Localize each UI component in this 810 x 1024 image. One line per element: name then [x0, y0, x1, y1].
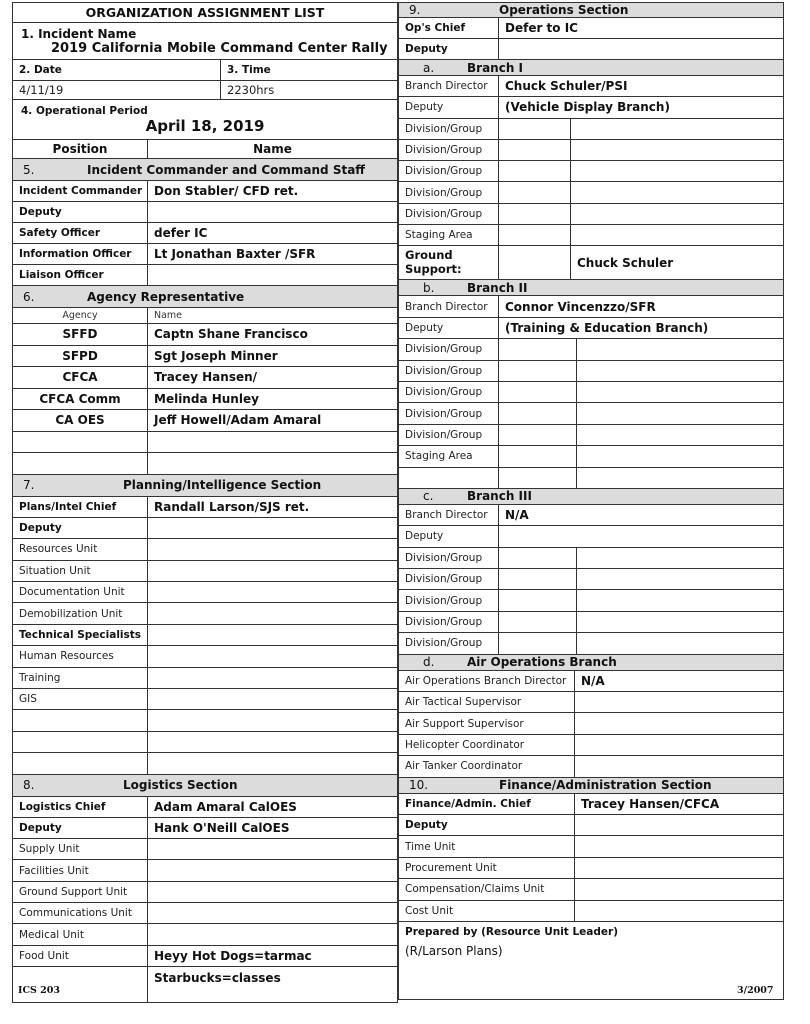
- table-row: [398, 735, 784, 756]
- position-header: Position: [13, 140, 148, 158]
- planning-section-number: 7.: [23, 478, 35, 492]
- name-field[interactable]: [148, 603, 397, 623]
- op-period-block: [12, 100, 398, 140]
- right-column: [398, 2, 784, 1000]
- division-name-field[interactable]: [577, 548, 783, 568]
- position-label: Human Resources: [13, 646, 148, 666]
- staging-label: Staging Area: [399, 225, 499, 245]
- air-position-label: Air Tanker Coordinator: [399, 756, 575, 776]
- date-label: 2. Date: [13, 60, 221, 80]
- agency-field[interactable]: CFCA Comm: [13, 389, 148, 410]
- table-row: [398, 161, 784, 182]
- air-position-label: Helicopter Coordinator: [399, 735, 575, 755]
- division-field[interactable]: [499, 548, 577, 568]
- position-label: Supply Unit: [13, 839, 148, 859]
- name-field[interactable]: defer IC: [154, 226, 208, 240]
- division-label: Division/Group: [399, 633, 499, 653]
- agency-section-header: [12, 286, 398, 308]
- name-field[interactable]: [575, 879, 783, 899]
- ops-chief-label: Op's Chief: [399, 18, 499, 38]
- agency-section-number: 6.: [23, 289, 35, 304]
- agency-field[interactable]: [13, 453, 148, 474]
- table-row: [12, 967, 398, 1003]
- table-row: [12, 324, 398, 346]
- air-ops-title: Air Operations Branch: [467, 655, 617, 670]
- position-label: Documentation Unit: [13, 582, 148, 602]
- branch2-number: b.: [423, 280, 435, 295]
- table-row: [12, 389, 398, 411]
- division-label: Division/Group: [399, 590, 499, 610]
- position-label: [13, 753, 148, 773]
- table-row: [12, 453, 398, 475]
- logistics-rows: [12, 797, 398, 1003]
- name-field[interactable]: Starbucks=classes: [154, 970, 281, 985]
- name-field[interactable]: [148, 689, 397, 709]
- division-name-field[interactable]: [577, 425, 783, 445]
- name-field[interactable]: [148, 582, 397, 602]
- finance-position-label: Procurement Unit: [399, 858, 575, 878]
- name-field[interactable]: [148, 265, 397, 285]
- date-time-label-row: [12, 60, 398, 81]
- position-label: Situation Unit: [13, 561, 148, 581]
- table-row: [398, 446, 784, 467]
- division-name-field[interactable]: [577, 569, 783, 589]
- table-row: [398, 468, 784, 489]
- table-row: [12, 689, 398, 710]
- name-field[interactable]: [148, 753, 397, 773]
- name-field[interactable]: Randall Larson/SJS ret.: [154, 499, 310, 514]
- branch1-deputy-label: Deputy: [399, 97, 499, 117]
- position-label: Demobilization Unit: [13, 603, 148, 623]
- table-row: [12, 265, 398, 286]
- table-row: [398, 39, 784, 60]
- branch1-number: a.: [423, 60, 435, 75]
- form-title: ORGANIZATION ASSIGNMENT LIST: [85, 5, 325, 20]
- table-row: [12, 924, 398, 945]
- staging-name-field[interactable]: [577, 446, 783, 466]
- table-row: [398, 713, 784, 734]
- agency-field[interactable]: SFFD: [13, 324, 148, 345]
- name-field[interactable]: Tracey Hansen/CFCA: [581, 796, 720, 811]
- position-label: GIS: [13, 689, 148, 709]
- table-row: [398, 361, 784, 382]
- name-field[interactable]: Tracey Hansen/: [154, 370, 258, 385]
- table-row: [12, 561, 398, 582]
- table-row: [398, 18, 784, 39]
- table-row: [12, 518, 398, 539]
- finance-position-label: Time Unit: [399, 836, 575, 856]
- table-row: [398, 182, 784, 203]
- finance-section-header: [398, 778, 784, 794]
- ops-chief-field[interactable]: Defer to IC: [505, 21, 578, 35]
- division-name-field[interactable]: [571, 119, 783, 139]
- agency-field[interactable]: CA OES: [13, 410, 148, 431]
- division-field[interactable]: [499, 569, 577, 589]
- name-field[interactable]: N/A: [581, 673, 605, 688]
- position-label: Ground Support Unit: [13, 882, 148, 902]
- position-label: Food Unit: [13, 946, 148, 966]
- division-label: Division/Group: [399, 140, 499, 160]
- command-section-header: [12, 159, 398, 181]
- left-column: [12, 2, 398, 1003]
- division-field[interactable]: [499, 403, 577, 423]
- table-row: [12, 668, 398, 689]
- table-row: [398, 425, 784, 446]
- name-field[interactable]: Sgt Joseph Minner: [154, 348, 278, 363]
- division-label: Division/Group: [399, 361, 499, 381]
- division-name-field[interactable]: [571, 161, 783, 181]
- finance-position-label: Compensation/Claims Unit: [399, 879, 575, 899]
- division-field[interactable]: [499, 182, 571, 202]
- command-section-number: 5.: [23, 162, 35, 177]
- division-label: Division/Group: [399, 182, 499, 202]
- table-row: [12, 244, 398, 265]
- ground-support-label: Ground Support:: [399, 246, 499, 279]
- ground-support-field[interactable]: [499, 246, 571, 279]
- name-field[interactable]: [575, 713, 783, 733]
- branch1-director-field[interactable]: Chuck Schuler/PSI: [505, 79, 628, 94]
- name-field[interactable]: [575, 756, 783, 776]
- table-row: [12, 860, 398, 881]
- name-field[interactable]: [148, 732, 397, 752]
- staging-label: Staging Area: [399, 446, 499, 466]
- position-label: Technical Specialists: [13, 625, 148, 645]
- agency-subheader: [12, 308, 398, 324]
- table-row: [398, 794, 784, 815]
- position-label: Information Officer: [13, 244, 148, 264]
- division-name-field[interactable]: [577, 403, 783, 423]
- agency-field[interactable]: CFCA: [13, 367, 148, 388]
- name-field[interactable]: [148, 202, 397, 222]
- branch2-deputy-label: Deputy: [399, 318, 499, 338]
- blank-field[interactable]: [499, 468, 577, 488]
- table-row: [12, 603, 398, 624]
- division-field[interactable]: [499, 161, 571, 181]
- operations-section-title: Operations Section: [499, 3, 629, 17]
- name-field[interactable]: [148, 860, 397, 880]
- table-row: [12, 432, 398, 454]
- division-name-field[interactable]: [577, 361, 783, 381]
- position-name-header: [12, 140, 398, 159]
- table-row: [398, 836, 784, 857]
- table-row: [398, 901, 784, 922]
- air-ops-header: [398, 655, 784, 671]
- position-label: Liaison Officer: [13, 265, 148, 285]
- table-row: [398, 858, 784, 879]
- name-field[interactable]: Heyy Hot Dogs=tarmac: [154, 948, 312, 963]
- incident-name-block: [12, 23, 398, 60]
- table-row: [398, 97, 784, 118]
- name-field[interactable]: [575, 735, 783, 755]
- prepared-by-label: Prepared by (Resource Unit Leader): [405, 925, 618, 938]
- position-label: Deputy: [13, 202, 148, 222]
- division-name-field[interactable]: [577, 590, 783, 610]
- table-row: [398, 526, 784, 547]
- division-name-field[interactable]: [577, 633, 783, 653]
- branch3-title: Branch III: [467, 489, 532, 504]
- table-row: [12, 946, 398, 967]
- division-name-field[interactable]: [571, 182, 783, 202]
- table-row: [398, 692, 784, 713]
- agency-section-title: Agency Representative: [87, 289, 245, 304]
- name-field[interactable]: [575, 901, 783, 921]
- table-row: [398, 756, 784, 777]
- table-row: [398, 633, 784, 654]
- table-row: [12, 582, 398, 603]
- command-section-title: Incident Commander and Command Staff: [87, 162, 366, 177]
- position-label: Medical Unit: [13, 924, 148, 944]
- position-label: Deputy: [13, 518, 148, 538]
- air-ops-number: d.: [423, 655, 435, 670]
- name-field[interactable]: [575, 836, 783, 856]
- name-field[interactable]: Lt Jonathan Baxter /SFR: [154, 247, 316, 261]
- division-label: Division/Group: [399, 119, 499, 139]
- name-field[interactable]: [148, 839, 397, 859]
- table-row: [12, 797, 398, 818]
- division-field[interactable]: [499, 339, 577, 359]
- division-field[interactable]: [499, 425, 577, 445]
- name-field[interactable]: Jeff Howell/Adam Amaral: [154, 413, 322, 428]
- name-field[interactable]: Adam Amaral CalOES: [154, 799, 297, 814]
- table-row: [398, 569, 784, 590]
- name-field[interactable]: [148, 539, 397, 559]
- branch3-header: [398, 489, 784, 505]
- division-field[interactable]: [499, 361, 577, 381]
- branch2-director-field[interactable]: Connor Vincenzzo/SFR: [505, 299, 656, 314]
- name-field[interactable]: [148, 668, 397, 688]
- table-row: [398, 76, 784, 97]
- position-label: Training: [13, 668, 148, 688]
- name-field[interactable]: [148, 903, 397, 923]
- branch2-header: [398, 280, 784, 296]
- table-row: [12, 410, 398, 432]
- position-label: [13, 732, 148, 752]
- name-field[interactable]: [575, 858, 783, 878]
- position-label: Communications Unit: [13, 903, 148, 923]
- table-row: [398, 505, 784, 526]
- name-field[interactable]: [575, 815, 783, 835]
- branch1-deputy-field[interactable]: (Vehicle Display Branch): [505, 100, 670, 115]
- table-row: [398, 246, 784, 280]
- staging-name-field[interactable]: [571, 225, 783, 245]
- op-period-value[interactable]: April 18, 2019: [145, 116, 265, 135]
- prepared-by-field[interactable]: (R/Larson Plans): [405, 943, 503, 958]
- name-field[interactable]: Captn Shane Francisco: [154, 327, 308, 342]
- name-field[interactable]: [148, 646, 397, 666]
- name-header: Name: [253, 142, 292, 156]
- table-row: [12, 882, 398, 903]
- finance-position-label: Deputy: [399, 815, 575, 835]
- division-field[interactable]: [499, 590, 577, 610]
- table-row: [12, 202, 398, 223]
- ground-support-name[interactable]: Chuck Schuler: [577, 255, 674, 270]
- table-row: [12, 497, 398, 518]
- table-row: [12, 625, 398, 646]
- division-name-field[interactable]: [577, 612, 783, 632]
- time-label: 3. Time: [227, 64, 271, 76]
- planning-rows: [12, 497, 398, 775]
- table-row: [398, 382, 784, 403]
- time-value[interactable]: 2230hrs: [227, 83, 275, 97]
- table-row: [398, 339, 784, 360]
- name-field[interactable]: Melinda Hunley: [154, 391, 259, 406]
- division-label: Division/Group: [399, 548, 499, 568]
- name-field[interactable]: Don Stabler/ CFD ret.: [154, 184, 299, 198]
- planning-section-title: Planning/Intelligence Section: [123, 478, 322, 492]
- name-field[interactable]: [148, 924, 397, 944]
- table-row: [12, 903, 398, 924]
- finance-section-title: Finance/Administration Section: [499, 778, 712, 793]
- table-row: [398, 140, 784, 161]
- division-label: Division/Group: [399, 339, 499, 359]
- table-row: [398, 590, 784, 611]
- division-field[interactable]: [499, 204, 571, 224]
- agency-col-header: Agency: [13, 308, 148, 323]
- table-row: [12, 181, 398, 202]
- name-field[interactable]: [148, 710, 397, 730]
- division-name-field[interactable]: [571, 204, 783, 224]
- branch1-director-label: Branch Director: [399, 76, 499, 96]
- agency-name-col-header: Name: [154, 310, 183, 321]
- branch3-deputy-field[interactable]: [499, 526, 783, 546]
- position-label: Safety Officer: [13, 223, 148, 243]
- division-label: Division/Group: [399, 204, 499, 224]
- finance-section-number: 10.: [409, 778, 429, 793]
- table-row: [398, 318, 784, 339]
- position-label: Deputy: [13, 818, 148, 838]
- branch1-title: Branch I: [467, 60, 524, 75]
- air-position-label: Air Support Supervisor: [399, 713, 575, 733]
- division-field[interactable]: [499, 633, 577, 653]
- branch2-deputy-field[interactable]: (Training & Education Branch): [505, 320, 709, 335]
- branch2-director-label: Branch Director: [399, 296, 499, 316]
- blank-field[interactable]: [577, 468, 783, 488]
- form-id: ICS 203: [18, 985, 61, 996]
- form-title-row: [12, 2, 398, 23]
- operations-section-number: 9.: [409, 3, 421, 17]
- table-row: [12, 732, 398, 753]
- planning-section-header: [12, 475, 398, 497]
- division-field[interactable]: [499, 612, 577, 632]
- division-label: Division/Group: [399, 425, 499, 445]
- table-row: [398, 204, 784, 225]
- name-field[interactable]: [575, 692, 783, 712]
- name-field[interactable]: [148, 453, 397, 474]
- division-field[interactable]: [499, 382, 577, 402]
- position-label: Facilities Unit: [13, 860, 148, 880]
- table-row: [398, 671, 784, 692]
- incident-name-label: 1. Incident Name: [21, 26, 137, 41]
- division-field[interactable]: [499, 140, 571, 160]
- division-label: Division/Group: [399, 612, 499, 632]
- name-field[interactable]: Hank O'Neill CalOES: [154, 821, 290, 836]
- agency-field[interactable]: [13, 432, 148, 453]
- name-field[interactable]: [148, 625, 397, 645]
- finance-position-label: Cost Unit: [399, 901, 575, 921]
- name-field[interactable]: [148, 518, 397, 538]
- operations-section-header: [398, 2, 784, 18]
- position-label: Resources Unit: [13, 539, 148, 559]
- table-row: [12, 646, 398, 667]
- agency-rows: [12, 324, 398, 475]
- division-name-field[interactable]: [577, 339, 783, 359]
- branch2-title: Branch II: [467, 280, 528, 295]
- division-field[interactable]: [499, 119, 571, 139]
- air-position-label: Air Operations Branch Director: [399, 671, 575, 691]
- branch1-header: [398, 60, 784, 76]
- table-row: [398, 548, 784, 569]
- table-row: [12, 367, 398, 389]
- table-row: [12, 710, 398, 731]
- finance-position-label: Finance/Admin. Chief: [399, 794, 575, 814]
- date-value[interactable]: 4/11/19: [13, 81, 221, 99]
- table-row: [398, 225, 784, 246]
- staging-field[interactable]: [499, 225, 571, 245]
- table-row: [12, 818, 398, 839]
- blank-field[interactable]: [399, 468, 499, 488]
- position-label: Plans/Intel Chief: [13, 497, 148, 517]
- air-position-label: Air Tactical Supervisor: [399, 692, 575, 712]
- form-revision-date: 3/2007: [737, 985, 774, 996]
- prepared-by-block: [398, 922, 784, 1000]
- division-name-field[interactable]: [577, 382, 783, 402]
- division-label: Division/Group: [399, 161, 499, 181]
- logistics-section-title: Logistics Section: [123, 778, 238, 793]
- division-label: Division/Group: [399, 403, 499, 423]
- table-row: [12, 223, 398, 244]
- command-rows: [12, 181, 398, 286]
- table-row: [398, 403, 784, 424]
- table-row: [12, 753, 398, 774]
- incident-name[interactable]: 2019 California Mobile Command Center Rally: [51, 40, 388, 56]
- logistics-section-number: 8.: [23, 778, 35, 793]
- name-field[interactable]: [148, 882, 397, 902]
- name-field[interactable]: [148, 432, 397, 453]
- agency-field[interactable]: SFPD: [13, 346, 148, 367]
- position-label: [13, 710, 148, 730]
- table-row: [398, 879, 784, 900]
- table-row: [398, 119, 784, 140]
- branch3-director-label: Branch Director: [399, 505, 499, 525]
- branch3-director-field[interactable]: N/A: [505, 508, 529, 523]
- table-row: [398, 815, 784, 836]
- op-period-label: 4. Operational Period: [21, 104, 148, 117]
- branch3-number: c.: [423, 489, 434, 504]
- division-label: Division/Group: [399, 382, 499, 402]
- ops-deputy-field[interactable]: [499, 39, 783, 59]
- table-row: [398, 612, 784, 633]
- staging-field[interactable]: [499, 446, 577, 466]
- division-label: Division/Group: [399, 569, 499, 589]
- table-row: [398, 296, 784, 317]
- branch3-deputy-label: Deputy: [399, 526, 499, 546]
- table-row: [12, 346, 398, 368]
- table-row: [12, 539, 398, 560]
- ops-deputy-label: Deputy: [399, 39, 499, 59]
- position-label: Logistics Chief: [13, 797, 148, 817]
- date-time-value-row: [12, 81, 398, 100]
- logistics-section-header: [12, 775, 398, 797]
- name-field[interactable]: [148, 561, 397, 581]
- division-name-field[interactable]: [571, 140, 783, 160]
- position-label: Incident Commander: [13, 181, 148, 201]
- table-row: [12, 839, 398, 860]
